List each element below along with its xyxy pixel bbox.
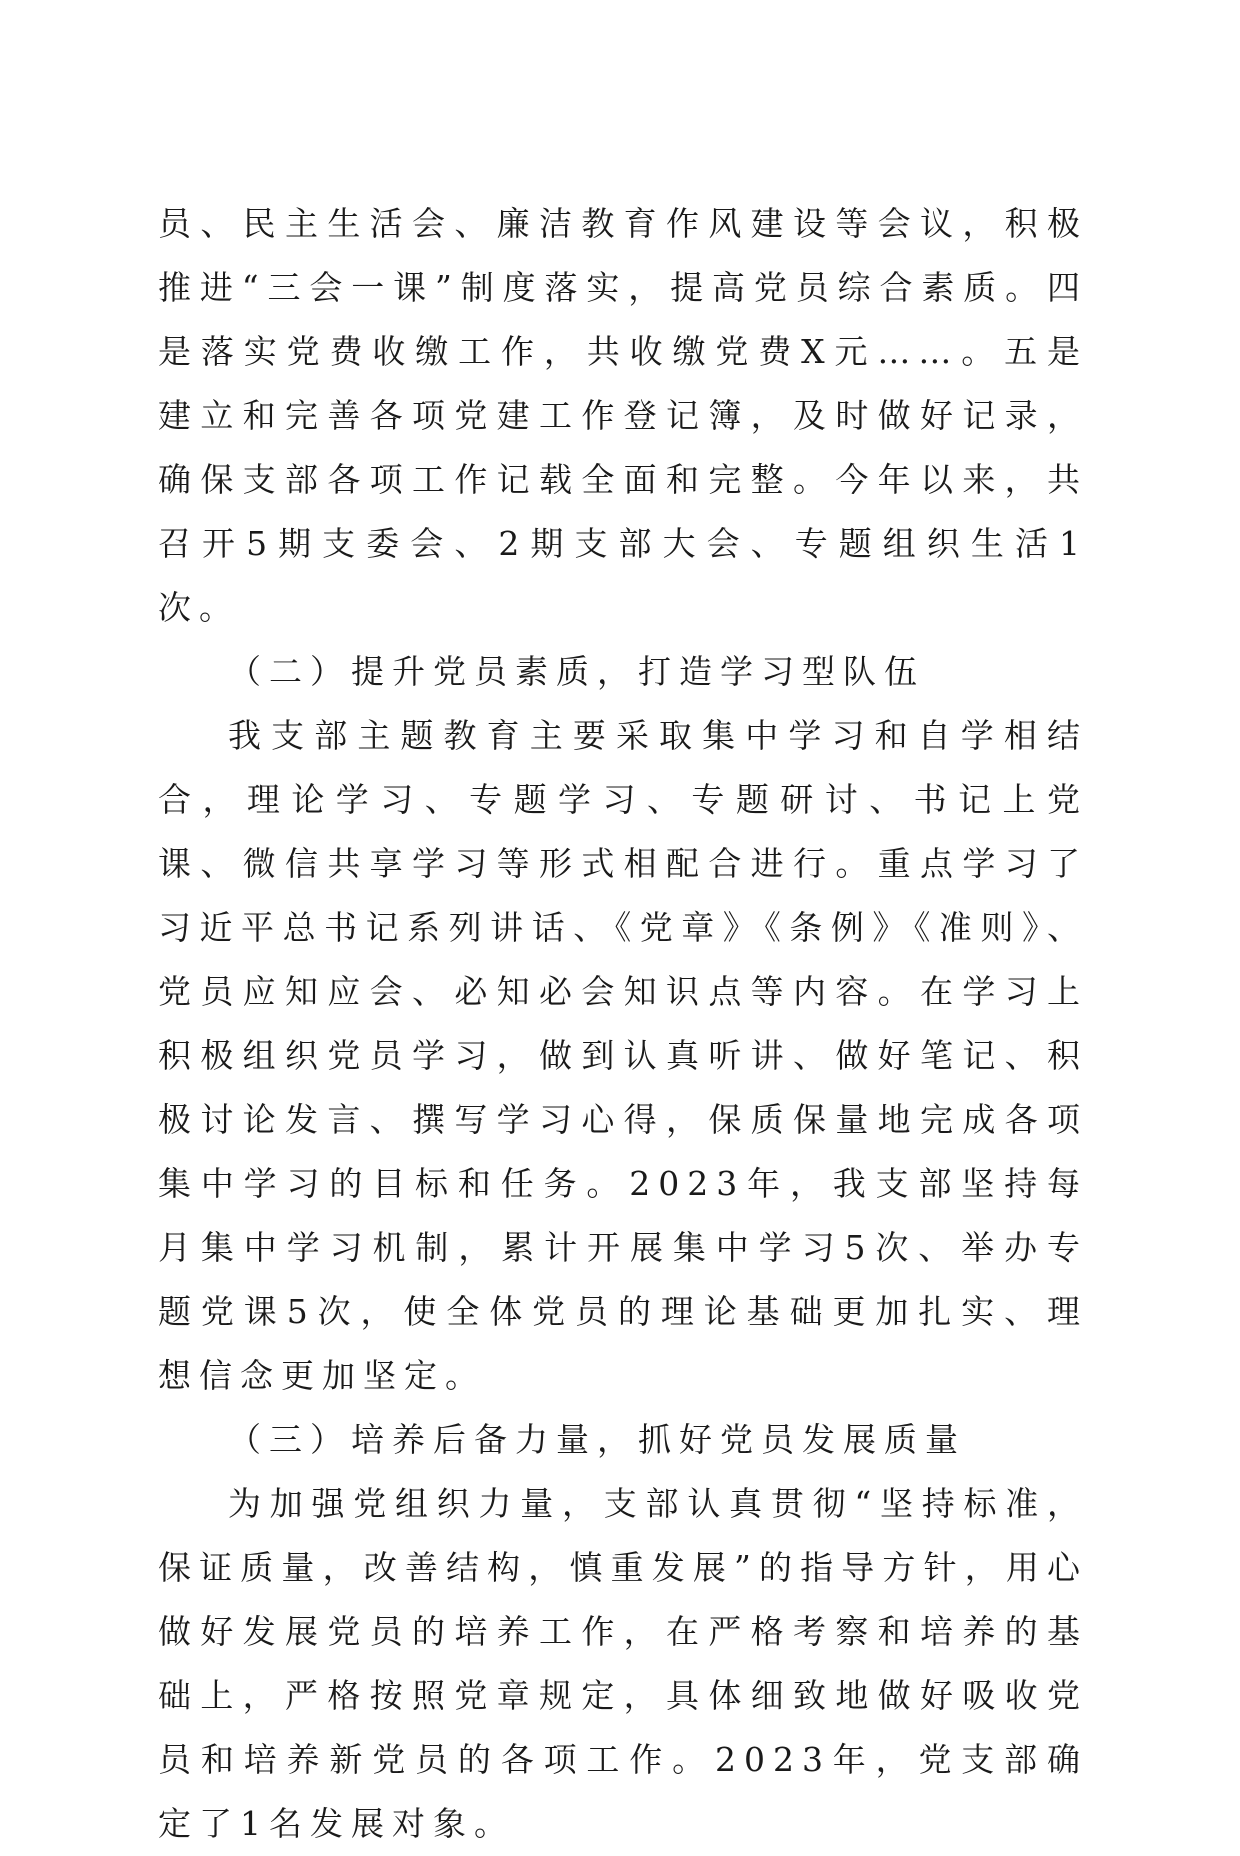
document-body bbox=[158, 192, 1088, 1856]
section-heading-3: （三）培养后备力量，抓好党员发展质量 bbox=[228, 1420, 966, 1459]
paragraph-development: 为加强党组织力量，支部认真贯彻“坚持标准，保证质量，改善结构，慎重发展”的指导方针，用心做好发展党员的培养工作，在严格考察和培养的基础上，严格按照党章规定，具体细致地做好吸收党员和培养新党员的各项工作。2023年，党支部确定了1名发展对象。 bbox=[158, 1484, 1088, 1843]
paragraph-continuation: 员、民主生活会、廉洁教育作风建设等会议，积极推进“三会一课”制度落实，提高党员综合素质。四是落实党费收缴工作，共收缴党费X元……。五是建立和完善各项党建工作登记簿，及时做好记录，确保支部各项工作记载全面和完整。今年以来，共召开5期支委会、2期支部大会、专题组织生活1次。 bbox=[158, 204, 1088, 627]
section-heading-2: （二）提升党员素质，打造学习型队伍 bbox=[228, 652, 925, 691]
paragraph-study: 我支部主题教育主要采取集中学习和自学相结合，理论学习、专题学习、专题研讨、书记上党课、微信共享学习等形式相配合进行。重点学习了习近平总书记系列讲话、《党章》《条例》《准则》、党员应知应会、必知必会知识点等内容。在学习上积极组织党员学习，做到认真听讲、做好笔记、积极讨论发言、撰写学习心得，保质保量地完成各项集中学习的目标和任务。2023年，我支部坚持每月集中学习机制，累计开展集中学习5次、举办专题党课5次，使全体党员的理论基础更加扎实、理想信念更加坚定。 bbox=[158, 716, 1088, 1395]
